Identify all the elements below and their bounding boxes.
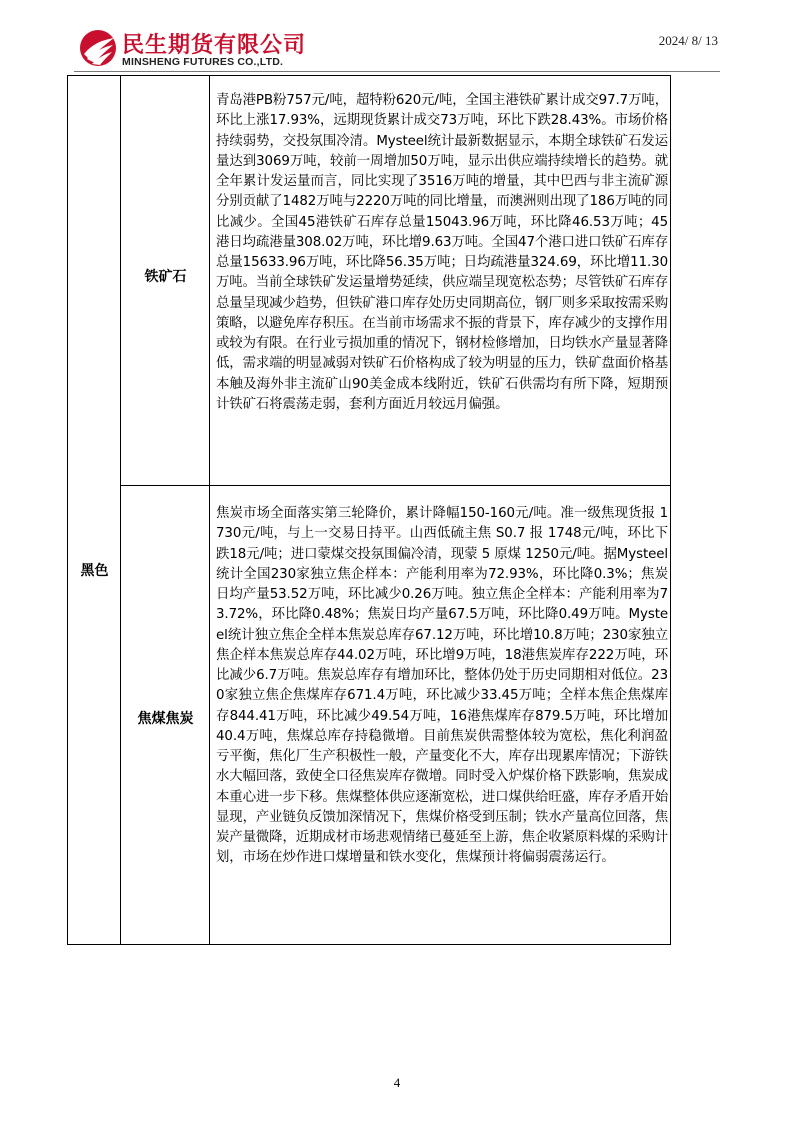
commentary-text-iron-ore: 青岛港PB粉757元/吨，超特粉620元/吨，全国主港铁矿累计成交97.7万吨，环比上涨17.93%，远期现货累计成交73万吨，环比下跌28.43%。市场价格持续弱势，交投氛围冷清。Mysteel统计最新数据显示，本期全球铁矿石发运量达到3069万吨，较前一周增加50万吨，显示出供应端持续增长的趋势。就全年累计发运量而言，同比实现了3516万吨的增量，其中巴西与非主流矿源分别贡献了1482万吨与2220万吨的同比增量，而澳洲则出现了186万吨的同比减少。全国45港铁矿石库存总量15043.96万吨，环比降46.53万吨；45港日均疏港量308.02万吨，环比增9.63万吨。全国47个港口进口铁矿石库存总量15633.96万吨，环比降56.35万吨；日均疏港量324.69，环比增11.30万吨。当前全球铁矿发运量增势延续，供应端呈现宽松态势；尽管铁矿石库存总量呈现减少趋势，但铁矿港口库存处历史同期高位，钢厂则多采取按需采购策略，以避免库存积压。在当前市场需求不振的背景下，库存减少的支撑作用或较为有限。在行业亏损加重的情况下，钢材检修增加，日均铁水产量显著降低，需求端的明显减弱对铁矿石价格构成了较为明显的压力，铁矿盘面价格基本触及海外非主流矿山90美金成本线附近，铁矿石供需均有所下降，短期预计铁矿石将震荡走弱，套利方面近月较远月偏强。 — [216, 93, 668, 412]
commentary-table — [67, 75, 671, 945]
page-number: 4 — [393, 1075, 401, 1090]
category-cell — [121, 486, 210, 944]
table-row — [121, 486, 670, 944]
header-divider — [74, 71, 720, 72]
table-row — [121, 76, 670, 486]
company-name-en: MINSHENG FUTURES CO.,LTD. — [122, 56, 284, 68]
major-category-cell — [68, 76, 121, 944]
company-name-cn: 民生期货有限公司 — [122, 33, 307, 58]
minsheng-logo-icon — [78, 28, 118, 68]
commentary-text-coking-coal-coke: 焦炭市场全面落实第三轮降价，累计降幅150-160元/吨。准一级焦现货报 1730元/吨，与上一交易日持平。山西低硫主焦 S0.7 报 1748元/吨，环比下跌18元/吨；进口蒙煤交投氛围偏冷清，现蒙 5 原煤 1250元/吨。据Mysteel统计全国230家独立焦企样本：产能利用率为72.93%，环比降0.3%；焦炭日均产量53.52万吨，环比减少0.26万吨。独立焦企全样本：产能利用率为73.72%，环比降0.48%；焦炭日均产量67.5万吨，环比降0.49万吨。Mysteel统计独立焦企全样本焦炭总库存67.12万吨，环比增10.8万吨；230家独立焦企样本焦炭总库存44.02万吨，环比增9万吨，18港焦炭库存222万吨，环比减少6.7万吨。焦炭总库存有增加环比，整体仍处于历史同期相对低位。230家独立焦企焦煤库存671.4万吨，环比减少33.45万吨；全样本焦企焦煤库存844.41万吨，环比减少49.54万吨，16港焦煤库存879.5万吨，环比增加40.4万吨，焦煤总库存持稳微增。目前焦炭供需整体较为宽松，焦化利润盈亏平衡，焦化厂生产积极性一般，产量变化不大，库存出现累库情况；下游铁水大幅回落，致使全口径焦炭库存微增。同时受入炉煤价格下跌影响，焦炭成本重心进一步下移。焦煤整体供应逐渐宽松，进口煤供给旺盛，库存矛盾开始显现，产业链负反馈加深情况下，焦煤价格受到压制；铁水产量高位回落，焦炭产量微降，近期成材市场悲观情绪已蔓延至上游，焦企收紧原料煤的采购计划，市场在炒作进口煤增量和铁水变化，焦煤预计将偏弱震荡运行。 — [216, 506, 668, 866]
category-cell — [121, 76, 210, 485]
page-header — [0, 0, 794, 76]
report-date: 2024/ 8/ 13 — [658, 33, 718, 48]
major-category-label: 黑色 — [80, 563, 109, 579]
category-label-coking-coal-coke: 焦煤焦炭 — [137, 711, 194, 727]
category-label-iron-ore: 铁矿石 — [144, 269, 187, 285]
